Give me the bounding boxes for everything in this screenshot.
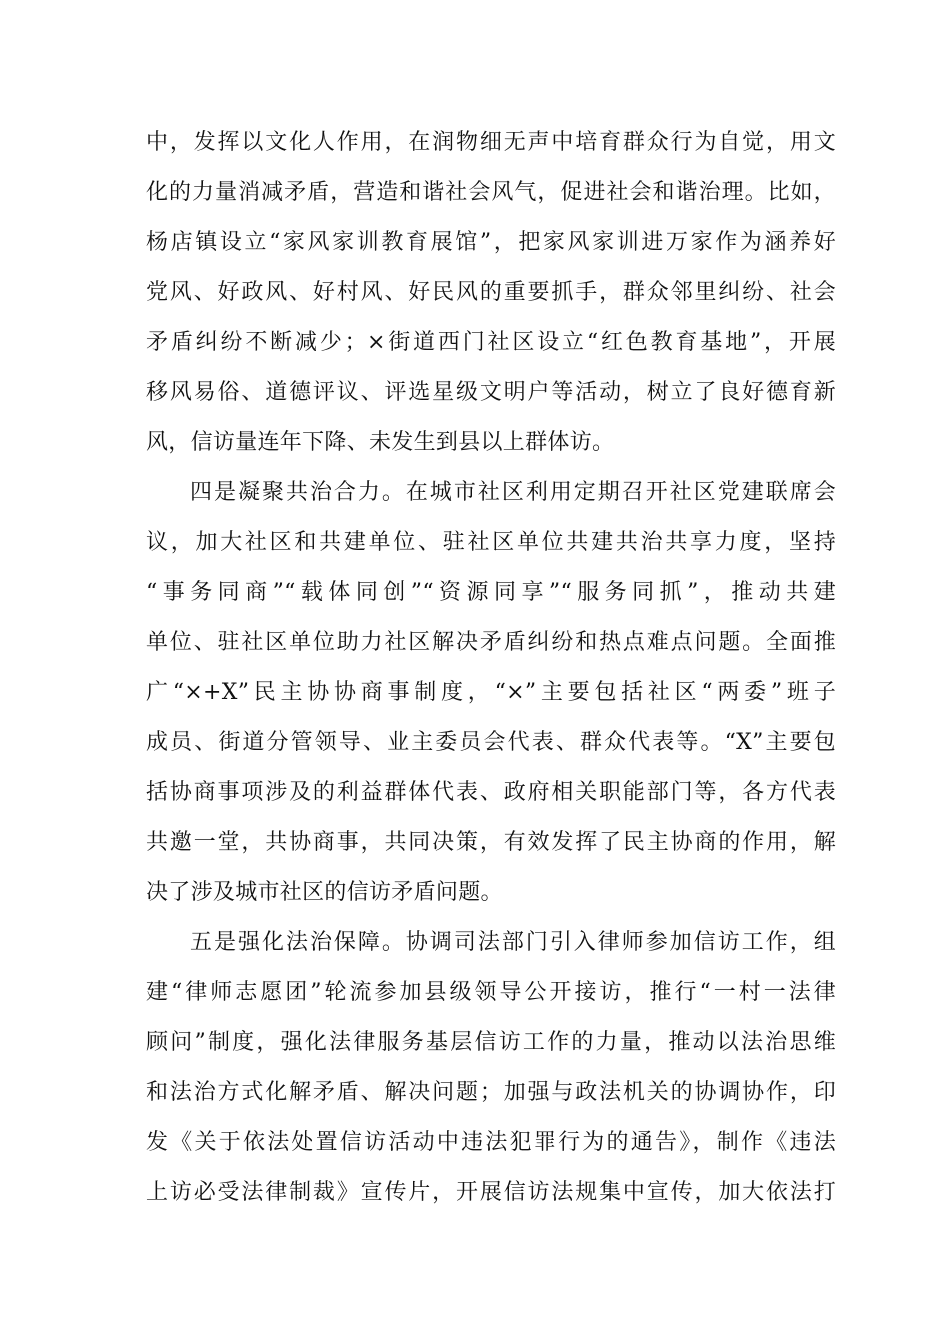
paragraph-2-line-2: 议，加大社区和共建单位、驻社区单位共建共治共享力度，坚持 bbox=[146, 530, 836, 555]
paragraph-1-line-5: 矛盾纠纷不断减少；×街道西门社区设立“红色教育基地”，开展 bbox=[146, 330, 836, 355]
paragraph-3-line-5: 发《关于依法处置信访活动中违法犯罪行为的通告》，制作《违法 bbox=[146, 1130, 836, 1155]
paragraph-2-line-9: 决了涉及城市社区的信访矛盾问题。 bbox=[146, 880, 503, 905]
paragraph-3-line-4: 和法治方式化解矛盾、解决问题；加强与政法机关的协调协作，印 bbox=[146, 1080, 836, 1105]
paragraph-1-line-4: 党风、好政风、好村风、好民风的重要抓手，群众邻里纠纷、社会 bbox=[146, 280, 836, 305]
paragraph-2-line-1: 四是凝聚共治合力。在城市社区利用定期召开社区党建联席会 bbox=[190, 480, 836, 505]
paragraph-1-line-3: 杨店镇设立“家风家训教育展馆”，把家风家训进万家作为涵养好 bbox=[146, 230, 836, 255]
paragraph-2-line-3: “事务同商”“载体同创”“资源同享”“服务同抓”，推动共建 bbox=[146, 580, 836, 605]
paragraph-2-line-7: 括协商事项涉及的利益群体代表、政府相关职能部门等，各方代表 bbox=[146, 780, 836, 805]
paragraph-3-line-2: 建“律师志愿团”轮流参加县级领导公开接访，推行“一村一法律 bbox=[146, 980, 836, 1005]
paragraph-1-line-7: 风，信访量连年下降、未发生到县以上群体访。 bbox=[146, 430, 615, 455]
paragraph-3-line-3: 顾问”制度，强化法律服务基层信访工作的力量，推动以法治思维 bbox=[146, 1030, 836, 1055]
paragraph-1-line-2: 化的力量消减矛盾，营造和谐社会风气，促进社会和谐治理。比如， bbox=[146, 180, 836, 205]
paragraph-1-line-6: 移风易俗、道德评议、评选星级文明户等活动，树立了良好德育新 bbox=[146, 380, 836, 405]
paragraph-2-line-5: 广“×+X”民主协协商事制度，“×”主要包括社区“两委”班子 bbox=[146, 680, 836, 705]
paragraph-2-line-8: 共邀一堂，共协商事，共同决策，有效发挥了民主协商的作用，解 bbox=[146, 830, 836, 855]
paragraph-2-line-4: 单位、驻社区单位助力社区解决矛盾纠纷和热点难点问题。全面推 bbox=[146, 630, 836, 655]
paragraph-1-line-1: 中，发挥以文化人作用，在润物细无声中培育群众行为自觉，用文 bbox=[146, 130, 836, 155]
paragraph-2-line-6: 成员、街道分管领导、业主委员会代表、群众代表等。“X”主要包 bbox=[146, 730, 836, 755]
paragraph-3-line-1: 五是强化法治保障。协调司法部门引入律师参加信访工作，组 bbox=[190, 930, 836, 955]
paragraph-3-line-6: 上访必受法律制裁》宣传片，开展信访法规集中宣传，加大依法打 bbox=[146, 1180, 836, 1205]
